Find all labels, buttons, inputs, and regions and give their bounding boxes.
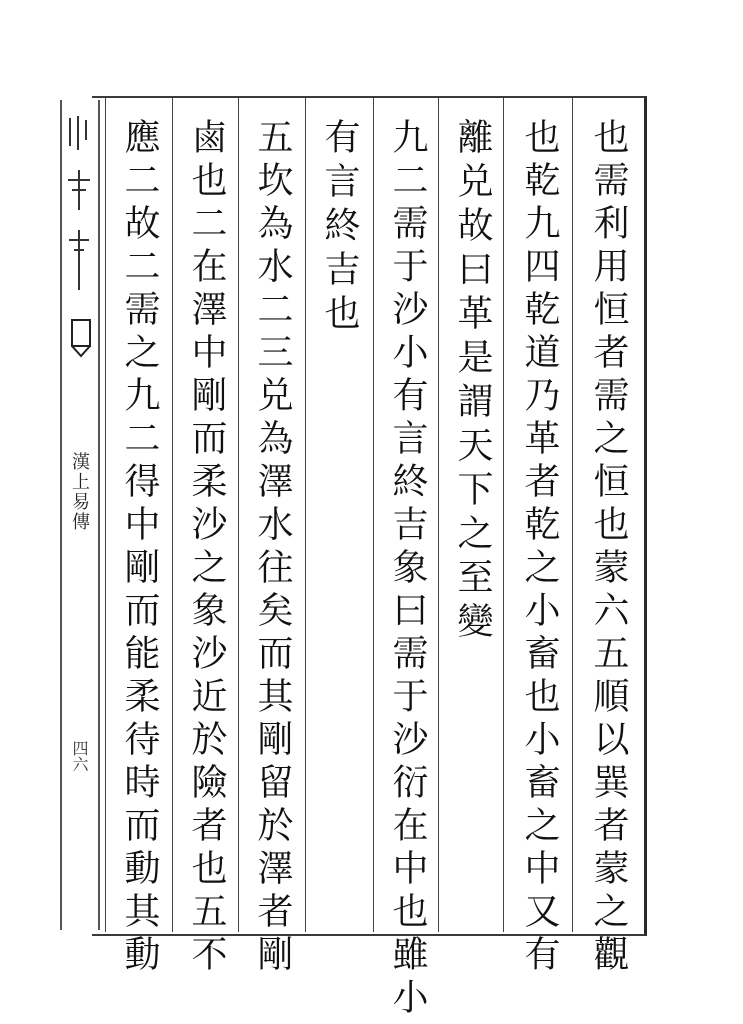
column-rule [438,98,439,932]
text-column-3: 離兑故曰革是謂天下之至變 [452,118,493,646]
column-rule [373,98,374,932]
book-title: 漢上易傳 [69,452,90,532]
column-rule [305,98,306,932]
page-number: 四六 [70,740,89,772]
text-column-6: 五坎為水二三兑為澤水往矣而其剛留於澤者剛 [252,118,293,978]
column-rule [572,98,573,932]
column-rule [172,98,173,932]
text-column-5: 有言終吉也 [319,118,360,338]
text-column-4: 九二需于沙小有言終吉象曰需于沙衍在中也雖小 [387,118,428,1021]
text-column-7: 鹵也二在澤中剛而柔沙之象沙近於險者也五不 [186,118,227,978]
text-column-1: 也需利用恒者需之恒也蒙六五順以巽者蒙之觀 [588,118,629,978]
fish-tail-mark [70,318,92,358]
margin-ornament-marks [64,110,94,300]
column-rule [238,98,239,932]
text-column-2: 也乾九四乾道乃革者乾之小畜也小畜之中又有 [519,118,560,978]
column-rule [503,98,504,932]
text-column-8: 應二故二需之九二得中剛而能柔待時而動其動 [119,118,160,978]
column-rule [105,98,106,932]
